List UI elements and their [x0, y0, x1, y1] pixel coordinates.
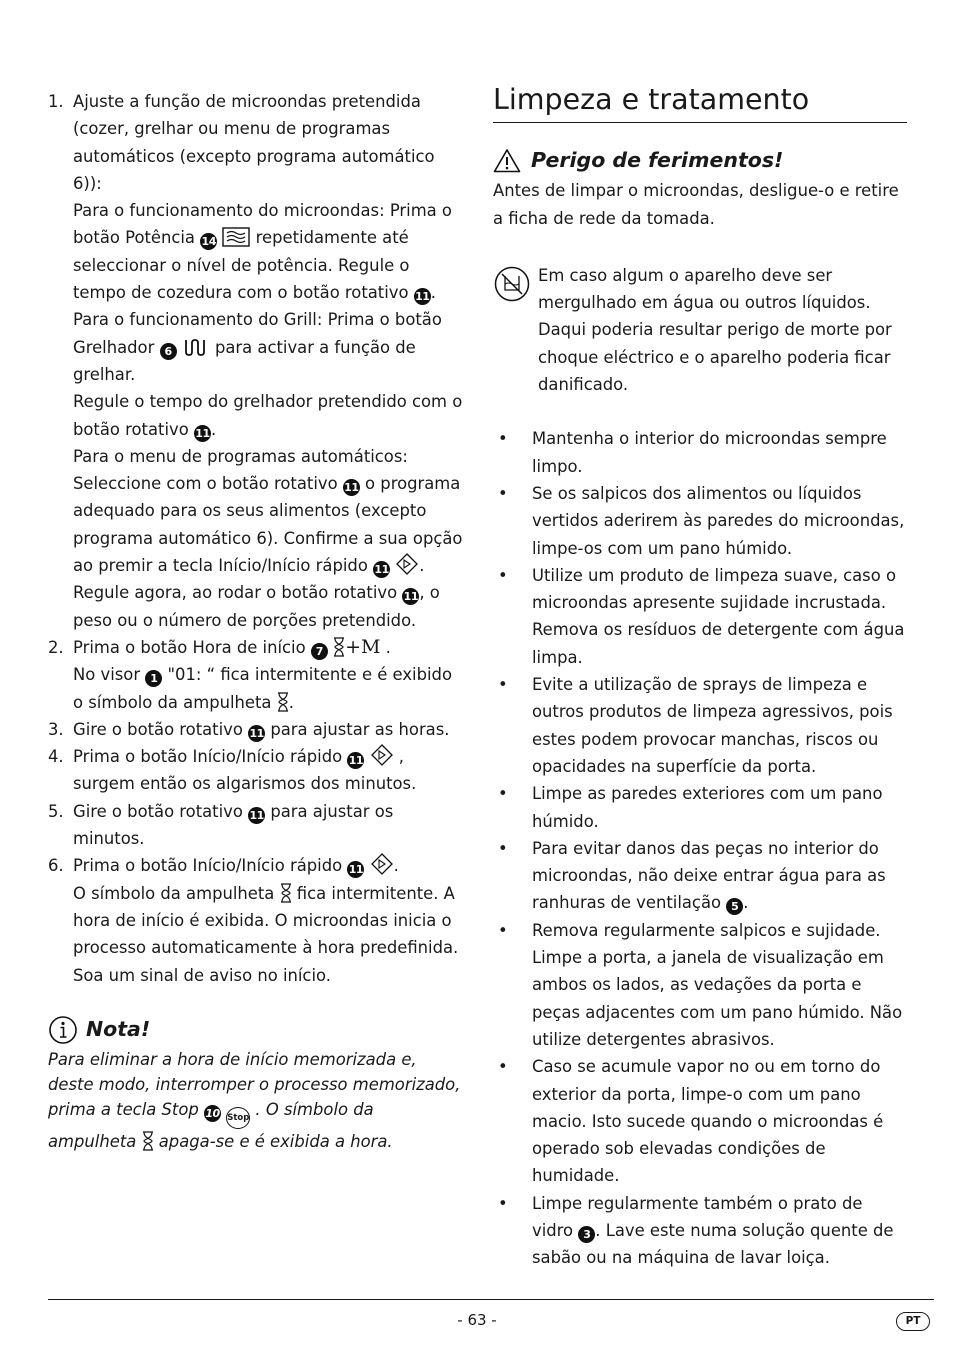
step-number: 6. — [48, 856, 64, 876]
footer-divider — [48, 1299, 934, 1300]
start-diamond-icon — [370, 744, 394, 766]
step-text: o programa adequado para os seus alimentos (excepto programa automático 6). Confirme a sua opção ao premir a tecla Início/Início rápido — [73, 474, 463, 576]
step-text: O símbolo da ampulheta — [73, 883, 275, 903]
step-text: . — [430, 283, 436, 303]
note-sentence: Para eliminar a hora de início memorizada e, deste modo, interromper o processo memorizado, prima a tecla Stop — [48, 1049, 461, 1120]
tip-text: Caso se acumule vapor no ou em torno do exterior da porta, limpe-o com um pano macio. Isto sucede quando o microondas é operado sob elevadas condições de humidade. — [532, 1057, 884, 1186]
step-4 — [48, 743, 466, 798]
hourglass-icon — [277, 692, 289, 712]
callout-number: 6 — [160, 343, 177, 360]
callout-number: 10 — [205, 1107, 220, 1121]
tip-text: . Lave este numa solução quente de sabão ou na máquina de lavar loiça. — [532, 1220, 894, 1268]
tip-text: Utilize um produto de limpeza suave, caso o microondas apresente sujidade incrustada. Remova os resíduos de detergente com água limpa. — [532, 565, 905, 667]
step-text: . — [385, 637, 391, 657]
step-text: repetidamente até seleccionar o nível de potência. Regule o tempo de cozedura com o botão rotativo — [73, 228, 410, 303]
step-text: Gire o botão rotativo — [73, 719, 243, 739]
step-paragraph — [73, 443, 466, 634]
step-text: Para o funcionamento do Grill: Prima o botão Grelhador — [73, 310, 442, 357]
hourglass-icon — [142, 1131, 154, 1151]
warning-text: Em caso algum o aparelho deve ser mergulhado em água ou outros líquidos. Daqui poderia resultar perigo de morte por choque eléctrico e o aparelho poderia ficar danificado. — [538, 265, 892, 395]
step-text: Ajuste a função de microondas pretendida (cozer, grelhar ou menu de programas automáticos (excepto programa automático 6)): — [73, 92, 435, 193]
step-text: . Regule agora, ao rodar o botão rotativo — [73, 556, 425, 603]
danger-heading — [493, 147, 907, 174]
step-text: Gire o botão rotativo — [73, 801, 243, 821]
info-icon — [48, 1015, 78, 1045]
step-1 — [48, 88, 466, 634]
tip-text: Limpe regularmente também o prato de vidro — [532, 1193, 863, 1240]
page-number: - 63 - — [457, 1311, 497, 1329]
step-6 — [48, 852, 466, 988]
list-item — [493, 562, 907, 671]
callout-number: 5 — [726, 898, 743, 915]
start-diamond-icon — [395, 553, 419, 575]
grill-icon — [182, 337, 210, 357]
no-immersion-icon — [494, 266, 530, 302]
instruction-steps — [48, 88, 466, 989]
bullet: • — [498, 565, 508, 585]
note-heading — [48, 1015, 466, 1045]
callout-number: 3 — [578, 1226, 595, 1243]
step-text: para ajustar as horas. — [270, 719, 450, 739]
step-paragraph — [73, 880, 466, 989]
callout-number: 11 — [415, 290, 430, 304]
step-number: 2. — [48, 637, 64, 657]
tip-text: Limpe as paredes exteriores com um pano húmido. — [532, 784, 883, 831]
hourglass-icon — [280, 883, 292, 903]
callout-number: 11 — [403, 590, 418, 604]
callout-number: 11 — [249, 808, 264, 822]
note-title: Nota! — [86, 1017, 151, 1042]
callout-number: 11 — [348, 754, 364, 768]
list-item — [493, 671, 907, 780]
step-paragraph — [73, 197, 466, 306]
bullet: • — [498, 920, 508, 940]
stop-button-icon: Stop — [226, 1107, 250, 1129]
step-text: . — [288, 692, 294, 712]
list-item — [493, 1053, 907, 1189]
bullet: • — [498, 1057, 508, 1077]
step-text: Prima o botão Hora de início — [73, 637, 306, 657]
list-item — [493, 480, 907, 562]
tip-text: Se os salpicos dos alimentos ou líquidos vertidos aderirem às paredes do microondas, limpe-os com um pano húmido. — [532, 483, 905, 558]
callout-number: 11 — [344, 481, 359, 495]
language-badge: PT — [896, 1312, 930, 1331]
intro-text: Antes de limpar o microondas, desligue-o e retire a ficha de rede da tomada. — [493, 181, 899, 228]
tip-text: Para evitar danos das peças no interior do microondas, não deixe entrar água para as ranhuras de ventilação — [532, 838, 886, 913]
callout-number: 11 — [249, 726, 264, 740]
step-text: , surgem então os algarismos dos minutos. — [73, 747, 417, 794]
step-3 — [48, 716, 466, 743]
bullet: • — [498, 784, 508, 804]
bullet: • — [498, 483, 508, 503]
step-text: , o peso ou o número de porções pretendido. — [73, 583, 440, 630]
bullet: • — [498, 429, 508, 449]
step-text: "01: “ fica intermitente e é exibido o símbolo da ampulheta — [73, 665, 452, 712]
memory-symbol: +M — [345, 635, 381, 658]
left-column — [48, 88, 466, 1155]
warning-triangle-icon — [493, 148, 521, 173]
bullet: • — [498, 838, 508, 858]
bullet: • — [498, 1193, 508, 1213]
step-number: 1. — [48, 92, 64, 111]
list-item — [493, 1190, 907, 1272]
immersion-warning — [493, 262, 907, 398]
tip-text: Evite a utilização de sprays de limpeza e outros produtos de limpeza agressivos, pois estes podem provocar manchas, riscos ou opacidades na superfície da porta. — [532, 675, 893, 776]
tip-text: Mantenha o interior do microondas sempre limpo. — [532, 429, 887, 476]
step-paragraph — [73, 388, 466, 443]
step-number: 4. — [48, 747, 64, 767]
step-number: 3. — [48, 719, 64, 739]
callout-number: 11 — [348, 863, 364, 877]
note-text — [48, 1047, 466, 1155]
step-text: . — [393, 856, 399, 876]
step-paragraph — [73, 661, 466, 716]
step-text: para ajustar os minutos. — [73, 801, 394, 849]
step-5 — [48, 798, 466, 853]
callout-number: 11 — [195, 426, 210, 440]
step-text: Para o menu de programas automáticos: Seleccione com o botão rotativo — [73, 446, 408, 494]
tip-text: . — [743, 893, 749, 913]
list-item — [493, 835, 907, 917]
cleaning-tips — [493, 425, 907, 1271]
step-text: para activar a função de grelhar. — [73, 337, 416, 384]
section-title: Limpeza e tratamento — [493, 79, 907, 123]
note-sentence: apaga-se e é exibida a hora. — [158, 1132, 393, 1152]
hourglass-icon — [333, 637, 345, 657]
tip-text: Remova regularmente salpicos e sujidade. Limpe a porta, a janela de visualização em ambos os lados, as vedações da porta e peças adjacentes com um pano húmido. Não utilize detergentes abrasivos. — [532, 920, 903, 1049]
start-diamond-icon — [370, 853, 394, 875]
step-2 — [48, 634, 466, 716]
step-paragraph — [73, 306, 466, 388]
step-number: 5. — [48, 801, 64, 821]
step-text: Prima o botão Início/Início rápido — [73, 856, 343, 876]
callout-number: 7 — [311, 643, 328, 660]
list-item — [493, 780, 907, 835]
callout-number: 1 — [145, 670, 162, 687]
step-text: Para o funcionamento do microondas: Prima o botão Potência — [73, 201, 452, 248]
callout-number: 14 — [201, 235, 216, 249]
step-text: No visor — [73, 665, 141, 685]
bullet: • — [498, 675, 508, 695]
step-text: Regule o tempo do grelhador pretendido com o botão rotativo — [73, 392, 463, 439]
list-item — [493, 425, 907, 480]
list-item — [493, 917, 907, 1053]
callout-number: 11 — [374, 563, 389, 577]
danger-title: Perigo de ferimentos! — [531, 148, 784, 172]
step-text: fica intermitente. A hora de início é exibida. O microondas inicia o processo automaticamente à hora predefinida. Soa um sinal de aviso no início. — [73, 883, 459, 985]
power-level-icon — [222, 227, 250, 247]
step-text: . — [210, 419, 217, 439]
right-column — [493, 79, 907, 1272]
step-text: Prima o botão Início/Início rápido — [73, 747, 343, 767]
note-sentence: . O símbolo da ampulheta — [48, 1100, 374, 1152]
